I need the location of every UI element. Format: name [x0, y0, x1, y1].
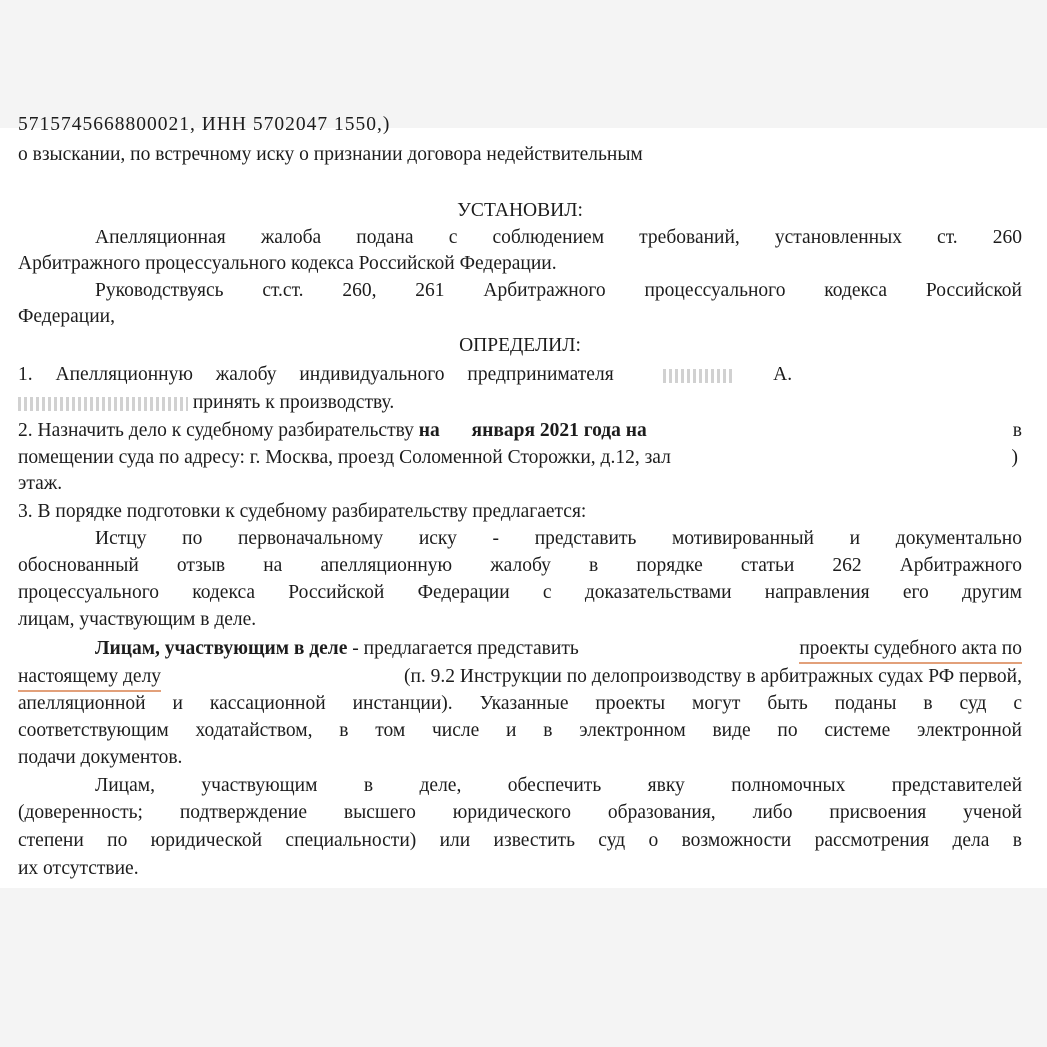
item3-p1-line2: обоснованный отзыв на апелляционную жалобу в порядке статьи 262 Арбитражного	[18, 555, 1022, 576]
item3-p2-underline-2: настоящему делу	[18, 664, 161, 692]
item3-p1-line3: процессуального кодекса Российской Федерации с доказательствами направления его другим	[18, 582, 1022, 603]
ruling-item2-address: помещении суда по адресу: г. Москва, проезд Соломенной Сторожки, д.12, зал	[18, 447, 671, 468]
item3-p2-line2-rest: (п. 9.2 Инструкции по делопроизводству в арбитражных судах РФ первой,	[403, 666, 1022, 687]
case-subject: о взыскании, по встречному иску о признании договора недействительным	[18, 144, 643, 165]
item3-p1-line4: лицам, участвующим в деле.	[18, 609, 257, 630]
item3-p2-rest: - предлагается представить	[352, 638, 579, 659]
established-p2-line2: Федерации,	[18, 306, 115, 327]
ruling-item2-end: в	[1012, 420, 1022, 441]
ruling-item2-line1	[18, 418, 1022, 444]
heading-ruling: ОПРЕДЕЛИЛ:	[459, 335, 581, 356]
item3-p2-line5: подачи документов.	[18, 747, 183, 768]
ruling-item2-date: января 2021 года на	[471, 420, 647, 441]
ruling-item1-line1	[18, 362, 1022, 388]
item3-p3-line2: (доверенность; подтверждение высшего юридического образования, либо присвоения ученой	[18, 802, 1022, 823]
established-p1-line1: Апелляционная жалоба подана с соблюдением требований, установленных ст. 260	[95, 227, 1022, 248]
item3-p3-line3: степени по юридической специальности) или известить суд о возможности рассмотрения дела в	[18, 830, 1022, 851]
ruling-item2-line3: этаж.	[18, 473, 63, 494]
heading-established: УСТАНОВИЛ:	[457, 200, 583, 221]
established-p2-line1: Руководствуясь ст.ст. 260, 261 Арбитражного процессуального кодекса Российской	[95, 280, 1022, 301]
redacted-name	[663, 369, 733, 383]
ruling-item1-initial: А.	[773, 364, 793, 385]
ruling-item2-bold-1: на	[418, 420, 440, 441]
ruling-item2-line2-end: )	[1011, 447, 1018, 468]
ruling-item1-line2	[18, 390, 1022, 416]
document-page	[0, 114, 1047, 888]
established-p1-line2: Арбитражного процессуального кодекса Российской Федерации.	[18, 253, 557, 274]
item3-p3-line4: их отсутствие.	[18, 858, 139, 879]
ruling-item2-text: 2. Назначить дело к судебному разбирательству	[18, 420, 414, 441]
ruling-item1-end: принять к производству.	[192, 392, 395, 413]
item3-p2-underline-1: проекты судебного акта по	[799, 636, 1022, 664]
item3-p2-line3: апелляционной и кассационной инстанции). Указанные проекты могут быть поданы в суд с	[18, 693, 1022, 714]
ruling-item3: 3. В порядке подготовки к судебному разбирательству предлагается:	[18, 501, 587, 522]
item3-p2-line2	[18, 664, 1022, 692]
item3-p3-line1: Лицам, участвующим в деле, обеспечить явку полномочных представителей	[95, 775, 1022, 796]
item3-p2-bold: Лицам, участвующим в деле	[95, 638, 348, 659]
ruling-item1-text: 1. Апелляционную жалобу индивидуального предпринимателя	[18, 364, 614, 385]
item3-p2-line4: соответствующим ходатайством, в том числе и в электронном виде по системе электронной	[18, 720, 1022, 741]
item3-p2-line1	[95, 636, 1022, 664]
ruling-item2-line2	[18, 445, 1022, 471]
item3-p1-line1: Истцу по первоначальному иску - представить мотивированный и документально	[95, 528, 1022, 549]
redacted-name-2	[18, 397, 188, 411]
clipped-header-line: 5715745668800021, ИНН 5702047 1550,)	[18, 114, 391, 135]
